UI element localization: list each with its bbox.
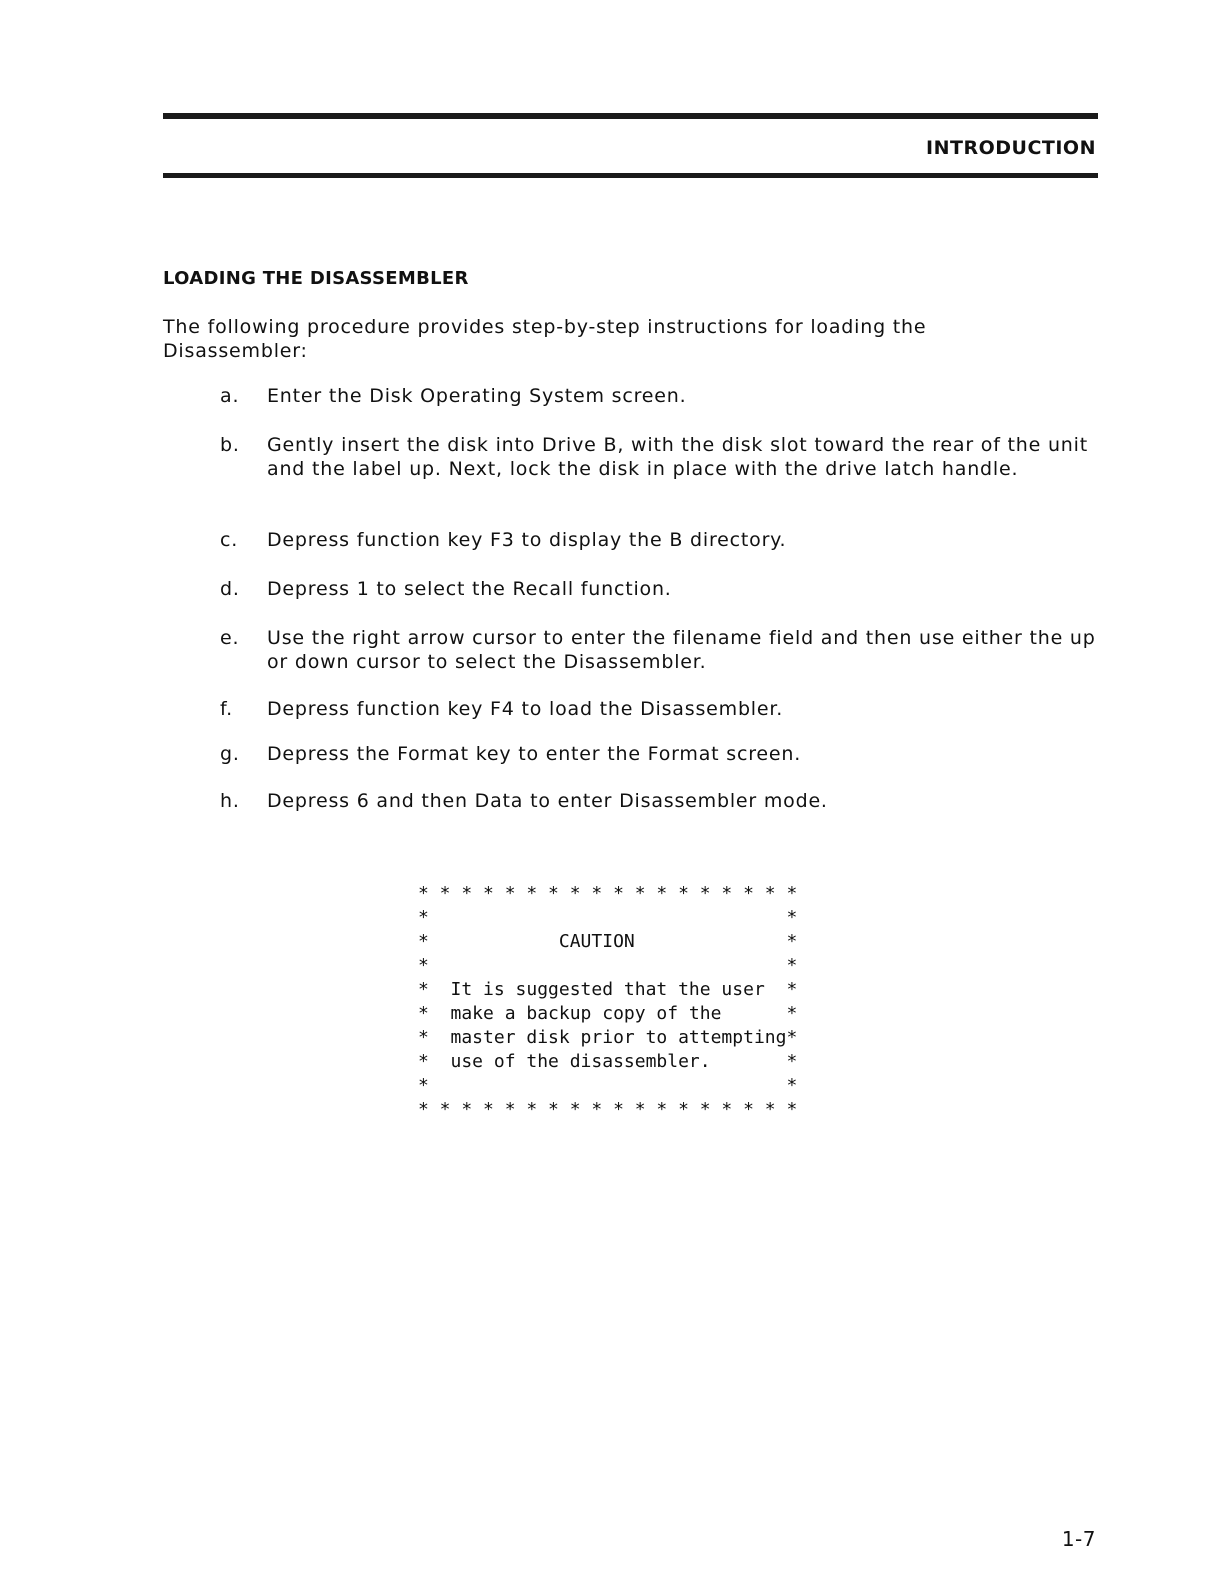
step-letter: f. xyxy=(220,698,233,720)
caution-line: * It is suggested that the user * xyxy=(418,979,798,1000)
caution-line: * * * * * * * * * * * * * * * * * * xyxy=(418,883,798,904)
step-text: Enter the Disk Operating System screen. xyxy=(267,385,687,407)
caution-box xyxy=(418,882,797,1122)
step-letter: h. xyxy=(220,790,240,812)
intro-paragraph: The following procedure provides step-by-step instructions for loading the Disassembler: xyxy=(163,316,927,362)
caution-line: * * * * * * * * * * * * * * * * * * xyxy=(418,1099,798,1120)
caution-line: * * xyxy=(418,1075,798,1096)
header-rule-bottom xyxy=(163,173,1098,178)
caution-line: * * xyxy=(418,907,798,928)
step-letter: g. xyxy=(220,743,240,765)
caution-line: * * xyxy=(418,955,798,976)
header-title: INTRODUCTION xyxy=(926,137,1096,159)
step-text: Depress the Format key to enter the Format screen. xyxy=(267,743,802,765)
step-letter: e. xyxy=(220,627,240,649)
step-text: Depress 6 and then Data to enter Disassembler mode. xyxy=(267,790,828,812)
step-text: Use the right arrow cursor to enter the filename field and then use either the up or down cursor to select the Disassembler. xyxy=(267,627,1096,673)
step-text: Gently insert the disk into Drive B, with the disk slot toward the rear of the unit and the label up. Next, lock the disk in place with the drive latch handle. xyxy=(267,434,1088,480)
step-text: Depress 1 to select the Recall function. xyxy=(267,578,672,600)
step-letter: b. xyxy=(220,434,240,456)
header-rule-top xyxy=(163,113,1098,119)
step-letter: c. xyxy=(220,529,239,551)
caution-line: * CAUTION * xyxy=(418,931,798,952)
section-heading: LOADING THE DISASSEMBLER xyxy=(163,268,469,289)
caution-line: * master disk prior to attempting* xyxy=(418,1027,798,1048)
page-number: 1-7 xyxy=(1061,1527,1096,1551)
caution-line: * make a backup copy of the * xyxy=(418,1003,798,1024)
step-letter: a. xyxy=(220,385,240,407)
caution-line: * use of the disassembler. * xyxy=(418,1051,798,1072)
step-text: Depress function key F3 to display the B directory. xyxy=(267,529,787,551)
step-text: Depress function key F4 to load the Disassembler. xyxy=(267,698,784,720)
step-letter: d. xyxy=(220,578,240,600)
